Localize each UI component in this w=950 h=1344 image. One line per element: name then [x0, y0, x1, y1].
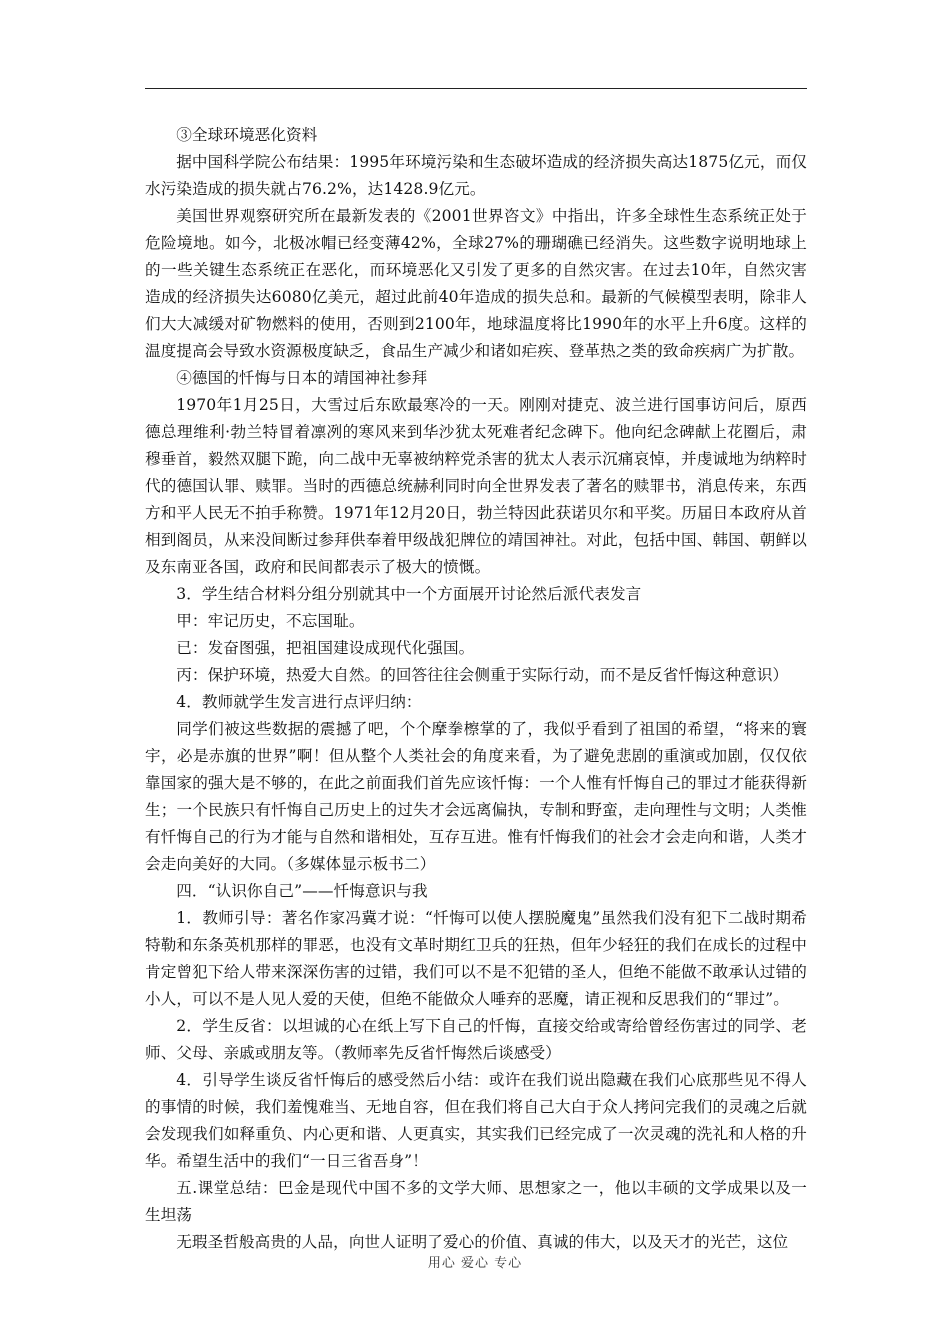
paragraph: 1．教师引导：著名作家冯冀才说：“忏悔可以使人摆脱魔鬼”虽然我们没有犯下二战时期希特勒和东条英机那样的罪恶，也没有文革时期红卫兵的狂热，但年少轻狂的我们在成长的过程中肯定曾犯下给人带来深深伤害的过错，我们可以不是不犯错的圣人，但绝不能做不敢承认过错的小人，可以不是人见人爱的天使，但绝不能做众人唾弃的恶魔，请正视和反思我们的“罪过”。	[145, 909, 807, 1008]
document-body	[145, 122, 807, 1256]
header-rule	[145, 88, 807, 89]
paragraph-section-3-title: ③全球环境恶化资料	[176, 126, 318, 144]
paragraph: 2．学生反省：以坦诚的心在纸上写下自己的忏悔，直接交给或寄给曾经伤害过的同学、老师、父母、亲戚或朋友等。（教师率先反省忏悔然后谈感受）	[145, 1017, 807, 1062]
paragraph: 美国世界观察研究所在最新发表的《2001世界咨文》中指出，许多全球性生态系统正处于危险境地。如今，北极冰帽已经变薄42%，全球27%的珊瑚礁已经消失。这些数字说明地球上的一些关键生态系统正在恶化，而环境恶化又引发了更多的自然灾害。在过去10年，自然灾害造成的经济损失达6080亿美元，超过此前40年造成的损失总和。最新的气候模型表明，除非人们大大减缓对矿物燃料的使用，否则到2100年，地球温度将比1990年的水平上升6度。这样的温度提高会导致水资源极度缺乏，食品生产减少和诸如疟疾、登革热之类的致命疾病广为扩散。	[145, 207, 807, 360]
page-footer: 用心 爱心 专心	[427, 1256, 523, 1271]
paragraph: 据中国科学院公布结果：1995年环境污染和生态破坏造成的经济损失高达1875亿元，而仅水污染造成的损失就占76.2%，达1428.9亿元。	[145, 153, 807, 198]
paragraph: 3．学生结合材料分组分别就其中一个方面展开讨论然后派代表发言	[176, 585, 642, 603]
paragraph: 甲：牢记历史，不忘国耻。	[176, 612, 365, 630]
paragraph: 无瑕圣哲般高贵的人品，向世人证明了爱心的价值、真诚的伟大，以及天才的光芒，这位	[176, 1233, 789, 1251]
paragraph: 4．教师就学生发言进行点评归纳：	[176, 693, 422, 711]
paragraph: 4．引导学生谈反省忏悔后的感受然后小结：或许在我们说出隐藏在我们心底那些见不得人的事情的时候，我们羞愧难当、无地自容，但在我们将自己大白于众人拷问完我们的灵魂之后就会发现我们如释重负、内心更和谐、人更真实，其实我们已经完成了一次灵魂的洗礼和人格的升华。希望生活中的我们“一日三省吾身”！	[145, 1071, 807, 1170]
paragraph: 同学们被这些数据的震撼了吧，个个摩拳檫掌的了，我似乎看到了祖国的希望，“将来的寰宇，必是赤旗的世界”啊！但从整个人类社会的角度来看，为了避免悲剧的重演或加剧，仅仅依靠国家的强大是不够的，在此之前面我们首先应该忏悔：一个人惟有忏悔自己的罪过才能获得新生；一个民族只有忏悔自己历史上的过失才会远离偏执，专制和野蛮，走向理性与文明；人类惟有忏悔自己的行为才能与自然和谐相处，互存互进。惟有忏悔我们的社会才会走向和谐，人类才会走向美好的大同。（多媒体显示板书二）	[145, 720, 807, 873]
paragraph-heading: 四．“认识你自己”——忏悔意识与我	[176, 882, 428, 900]
paragraph-section-4-title: ④德国的忏悔与日本的靖国神社参拜	[176, 369, 428, 387]
paragraph: 已：发奋图强，把祖国建设成现代化强国。	[176, 639, 475, 657]
paragraph: 五.课堂总结：巴金是现代中国不多的文学大师、思想家之一，他以丰硕的文学成果以及一生坦荡	[145, 1179, 807, 1224]
paragraph: 1970年1月25日，大雪过后东欧最寒冷的一天。刚刚对捷克、波兰进行国事访问后，原西德总理维利·勃兰特冒着凛冽的寒风来到华沙犹太死难者纪念碑下。他向纪念碑献上花圈后，肃穆垂首，毅然双腿下跪，向二战中无辜被纳粹党杀害的犹太人表示沉痛哀悼，并虔诚地为纳粹时代的德国认罪、赎罪。当时的西德总统赫利同时向全世界发表了著名的赎罪书，消息传来，东西方和平人民无不拍手称赞。1971年12月20日，勃兰特因此获诺贝尔和平奖。历届日本政府从首相到阁员，从来没间断过参拜供奉着甲级战犯牌位的靖国神社。对此，包括中国、韩国、朝鲜以及东南亚各国，政府和民间都表示了极大的愤慨。	[145, 396, 807, 576]
paragraph: 丙：保护环境，热爱大自然。的回答往往会侧重于实际行动，而不是反省忏悔这种意识）	[176, 666, 789, 684]
